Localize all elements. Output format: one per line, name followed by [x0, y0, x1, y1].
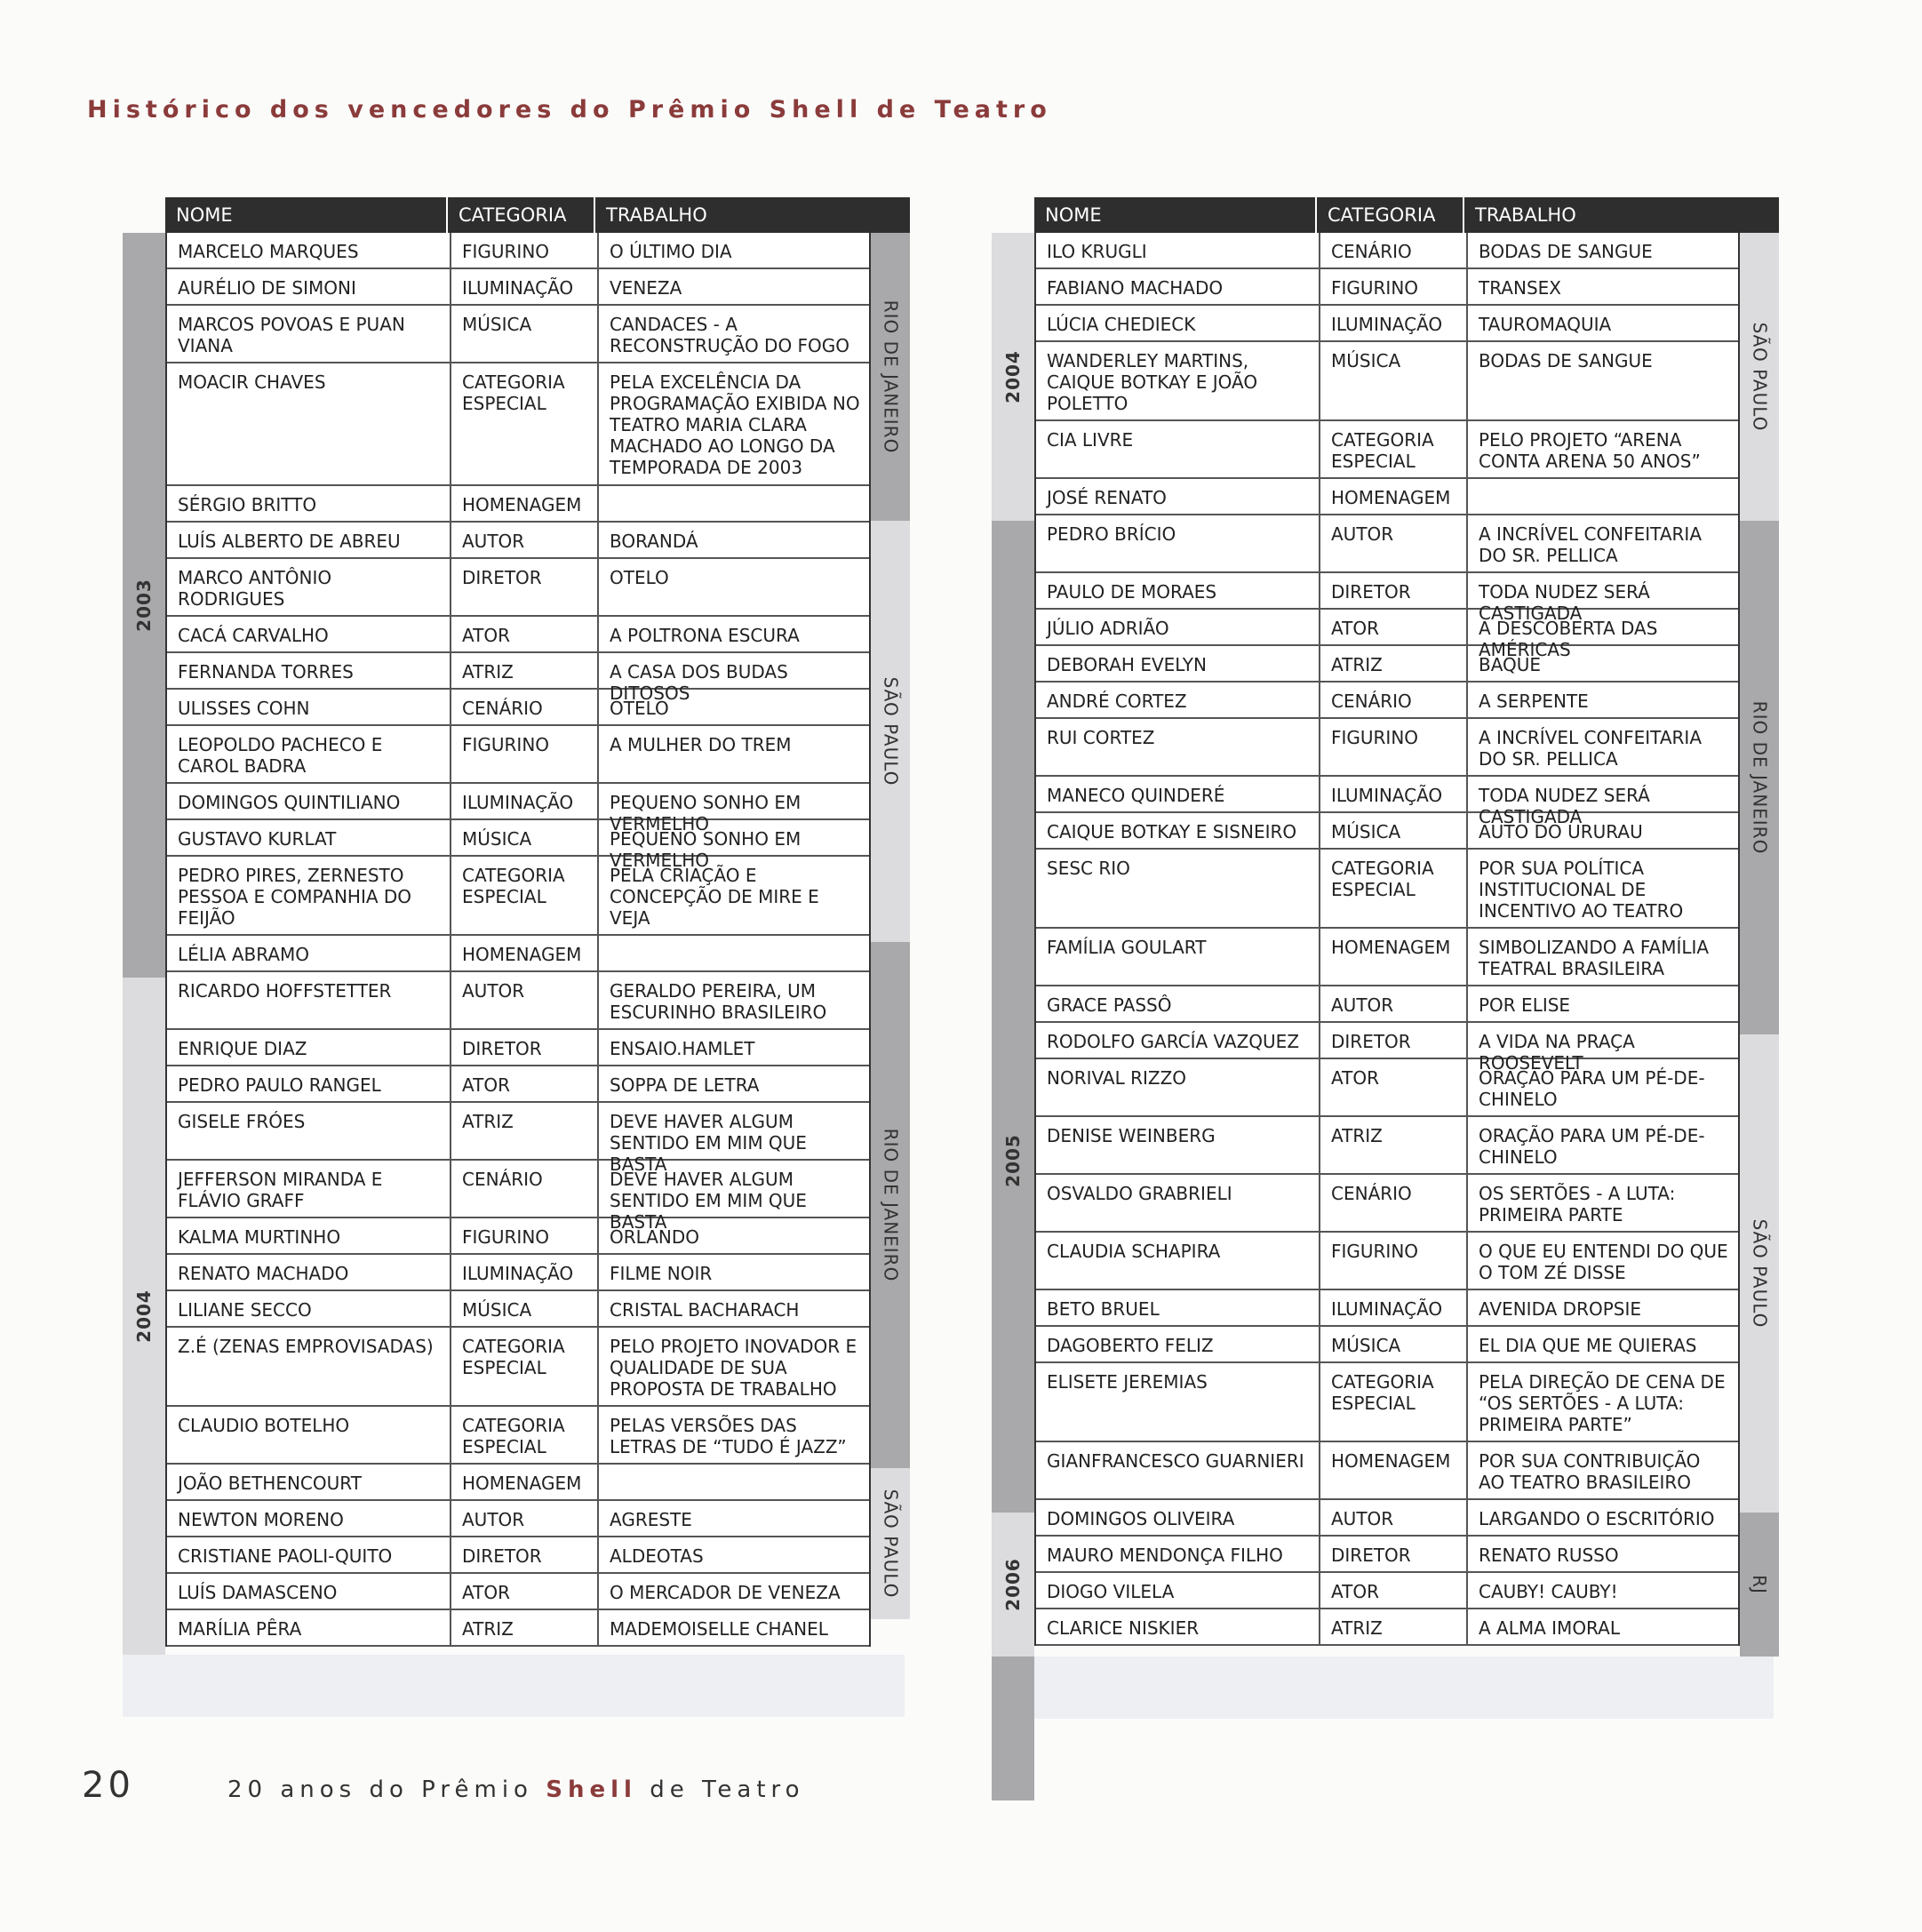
cell-categoria: ATRIZ [450, 1610, 597, 1645]
cell-nome: FABIANO MACHADO [1047, 277, 1224, 299]
cell-categoria: CATEGORIA ESPECIAL [450, 1328, 597, 1405]
table-row [167, 486, 869, 523]
cell-trabalho: LARGANDO O ESCRITÓRIO [1466, 1500, 1738, 1535]
cell-nome: JEFFERSON MIRANDA E FLÁVIO GRAFF [178, 1169, 383, 1211]
cell-nome: MAURO MENDONÇA FILHO [1047, 1545, 1283, 1566]
right-table-shadow [992, 1657, 1774, 1719]
cell-categoria: FIGURINO [450, 726, 597, 782]
cell-categoria: FIGURINO [1319, 719, 1466, 775]
cell-nome: KALMA MURTINHO [178, 1226, 341, 1248]
cell-trabalho [597, 1465, 869, 1499]
cell-categoria: ILUMINAÇÃO [450, 784, 597, 818]
table-row [167, 306, 869, 363]
footer-brand: Shell [546, 1776, 637, 1803]
table-row [167, 1218, 869, 1255]
cell-nome: RENATO MACHADO [178, 1263, 349, 1284]
table-row [167, 690, 869, 726]
cell-trabalho: O QUE EU ENTENDI DO QUE O TOM ZÉ DISSE [1466, 1233, 1738, 1289]
cell-categoria: CENÁRIO [1319, 683, 1466, 717]
cell-categoria: MÚSICA [450, 306, 597, 362]
cell-nome: RICARDO HOFFSTETTER [178, 980, 392, 1002]
year-label: 2004 [1002, 350, 1025, 403]
cell-nome: CIA LIVRE [1047, 429, 1134, 451]
cell-trabalho: ORAÇÃO PARA UM PÉ-DE-CHINELO [1466, 1059, 1738, 1115]
cell-nome: RODOLFO GARCÍA VAZQUEZ [1047, 1031, 1300, 1052]
table-row [1036, 683, 1738, 719]
table-row [167, 726, 869, 784]
cell-nome: RUI CORTEZ [1047, 727, 1155, 748]
region-rio-de-janeiro [871, 233, 910, 521]
cell-trabalho: PELAS VERSÕES DAS LETRAS DE “TUDO É JAZZ” [597, 1407, 869, 1463]
right-table-body [1034, 233, 1740, 1646]
region-sao-paulo [871, 521, 910, 942]
cell-trabalho: CANDACES - A RECONSTRUÇÃO DO FOGO [597, 306, 869, 362]
cell-trabalho: PELO PROJETO “ARENA CONTA ARENA 50 ANOS” [1466, 421, 1738, 477]
cell-nome: MOACIR CHAVES [178, 371, 326, 393]
table-row [1036, 1327, 1738, 1363]
region-sao-paulo [1740, 1034, 1779, 1513]
table-row [167, 972, 869, 1030]
table-row [167, 1465, 869, 1501]
cell-categoria: FIGURINO [1319, 269, 1466, 304]
cell-categoria: MÚSICA [450, 820, 597, 855]
cell-nome: GRACE PASSÔ [1047, 994, 1172, 1016]
cell-nome: NORIVAL RIZZO [1047, 1067, 1187, 1089]
cell-nome: CAIQUE BOTKAY E SISNEIRO [1047, 821, 1297, 842]
table-row [1036, 646, 1738, 683]
header-trabalho: TRABALHO [606, 204, 707, 226]
cell-nome: MARCELO MARQUES [178, 241, 359, 262]
region-label: SÃO PAULO [880, 676, 901, 786]
table-row [1036, 573, 1738, 624]
page-footer [82, 1765, 805, 1809]
cell-trabalho: BAQUE [1466, 646, 1738, 681]
cell-nome: DAGOBERTO FELIZ [1047, 1335, 1214, 1356]
cell-nome: ILO KRUGLI [1047, 241, 1147, 262]
cell-nome: LÚCIA CHEDIECK [1047, 314, 1196, 335]
cell-nome: MARCO ANTÔNIO RODRIGUES [178, 567, 332, 610]
cell-categoria: DIRETOR [450, 559, 597, 615]
table-row [167, 1103, 869, 1175]
cell-categoria: AUTOR [1319, 1500, 1466, 1535]
table-row [1036, 342, 1738, 421]
cell-trabalho: OS SERTÕES - A LUTA: PRIMEIRA PARTE [1466, 1175, 1738, 1231]
cell-trabalho: AUTO DO URURAU [1466, 813, 1738, 848]
table-row [167, 617, 869, 653]
cell-trabalho: A DESCOBERTA DAS AMÉRICAS [1466, 610, 1738, 644]
cell-trabalho: OTELO [597, 559, 869, 615]
table-row [167, 1610, 869, 1647]
right-table [992, 197, 1779, 1657]
cell-trabalho: ENSAIO.HAMLET [597, 1030, 869, 1065]
cell-categoria: AUTOR [450, 972, 597, 1028]
cell-trabalho: POR ELISE [1466, 986, 1738, 1021]
table-row [167, 233, 869, 269]
table-row [1036, 1023, 1738, 1074]
cell-trabalho: AVENIDA DROPSIE [1466, 1290, 1738, 1325]
cell-categoria: ILUMINAÇÃO [1319, 306, 1466, 340]
cell-nome: ENRIQUE DIAZ [178, 1038, 307, 1059]
year-segment-2004 [992, 233, 1034, 521]
region-label: RJ [1748, 1575, 1770, 1594]
cell-categoria: CATEGORIA ESPECIAL [1319, 850, 1466, 927]
cell-categoria: DIRETOR [1319, 1537, 1466, 1571]
cell-trabalho: TODA NUDEZ SERÁ CASTIGADA [1466, 573, 1738, 608]
region-label: SÃO PAULO [1749, 322, 1770, 432]
cell-nome: MANECO QUINDERÉ [1047, 785, 1225, 806]
region-label: SÃO PAULO [1749, 1218, 1770, 1329]
cell-nome: AURÉLIO DE SIMONI [178, 277, 356, 299]
cell-nome: DOMINGOS OLIVEIRA [1047, 1508, 1235, 1529]
table-row [1036, 1537, 1738, 1573]
cell-nome: PEDRO PIRES, ZERNESTO PESSOA E COMPANHIA DO FEIJÃO [178, 865, 412, 929]
cell-trabalho: A ALMA IMORAL [1466, 1609, 1738, 1644]
table-row [1036, 269, 1738, 306]
table-row [167, 1291, 869, 1328]
cell-nome: LEOPOLDO PACHECO E CAROL BADRA [178, 734, 383, 777]
cell-categoria: ILUMINAÇÃO [1319, 1290, 1466, 1325]
left-year-strip [123, 233, 165, 1655]
cell-categoria: AUTOR [1319, 986, 1466, 1021]
table-row [167, 820, 869, 871]
cell-categoria: ILUMINAÇÃO [1319, 777, 1466, 811]
cell-trabalho: A SERPENTE [1466, 683, 1738, 717]
cell-categoria: CATEGORIA ESPECIAL [450, 857, 597, 934]
table-row [1036, 1573, 1738, 1609]
cell-nome: DEBORAH EVELYN [1047, 654, 1207, 675]
cell-trabalho: O ÚLTIMO DIA [597, 233, 869, 267]
cell-nome: GISELE FRÓES [178, 1111, 306, 1132]
footer-text-before: 20 anos do Prêmio [227, 1776, 533, 1803]
cell-trabalho: ORAÇÃO PARA UM PÉ-DE-CHINELO [1466, 1117, 1738, 1173]
cell-nome: MARÍLIA PÊRA [178, 1618, 302, 1640]
cell-nome: JOSÉ RENATO [1047, 487, 1167, 508]
cell-categoria: DIRETOR [450, 1030, 597, 1065]
cell-trabalho: PEQUENO SONHO EM VERMELHO [597, 820, 869, 855]
cell-categoria: FIGURINO [1319, 1233, 1466, 1289]
cell-categoria: ATOR [1319, 1573, 1466, 1608]
region-rio-de-janeiro [871, 942, 910, 1468]
cell-nome: MARCOS POVOAS E PUAN VIANA [178, 314, 405, 356]
year-label: 2003 [133, 579, 156, 632]
table-row [167, 1407, 869, 1465]
table-row [1036, 1500, 1738, 1537]
page-heading: Histórico dos vencedores do Prêmio Shell de Teatro [87, 96, 1052, 124]
cell-trabalho: A INCRÍVEL CONFEITARIA DO SR. PELLICA [1466, 719, 1738, 775]
cell-trabalho: FILME NOIR [597, 1255, 869, 1289]
cell-trabalho: RENATO RUSSO [1466, 1537, 1738, 1571]
table-row [1036, 1233, 1738, 1290]
table-row [167, 1328, 869, 1407]
left-table-header [165, 197, 910, 233]
header-nome: NOME [1034, 197, 1317, 233]
cell-categoria: HOMENAGEM [450, 486, 597, 521]
cell-trabalho: SOPPA DE LETRA [597, 1066, 869, 1101]
cell-nome: DOMINGOS QUINTILIANO [178, 792, 401, 813]
cell-trabalho: BODAS DE SANGUE [1466, 233, 1738, 267]
region-label: RIO DE JANEIRO [880, 1128, 901, 1282]
cell-trabalho: A POLTRONA ESCURA [597, 617, 869, 651]
cell-categoria: ILUMINAÇÃO [450, 1255, 597, 1289]
region-sao-paulo [1740, 233, 1779, 521]
year-label: 2005 [1002, 1134, 1025, 1187]
cell-nome: FAMÍLIA GOULART [1047, 937, 1207, 958]
table-row [1036, 515, 1738, 573]
cell-trabalho: PEQUENO SONHO EM VERMELHO [597, 784, 869, 818]
cell-categoria: ATOR [450, 617, 597, 651]
cell-nome: CRISTIANE PAOLI-QUITO [178, 1545, 393, 1567]
cell-categoria: ATRIZ [450, 653, 597, 688]
cell-nome: PEDRO BRÍCIO [1047, 523, 1176, 545]
table-row [167, 1537, 869, 1574]
header-categoria: CATEGORIA [1317, 197, 1464, 233]
cell-nome: DIOGO VILELA [1047, 1581, 1175, 1602]
cell-trabalho: TRANSEX [1466, 269, 1738, 304]
cell-nome: ULISSES COHN [178, 698, 310, 719]
cell-nome: CLAUDIO BOTELHO [178, 1415, 350, 1436]
cell-trabalho: CRISTAL BACHARACH [597, 1291, 869, 1326]
cell-trabalho [597, 936, 869, 970]
header-categoria: CATEGORIA [448, 197, 595, 233]
cell-categoria: DIRETOR [450, 1537, 597, 1572]
table-row [167, 653, 869, 704]
cell-trabalho: PELO PROJETO INOVADOR E QUALIDADE DE SUA PROPOSTA DE TRABALHO [597, 1328, 869, 1405]
table-row [1036, 1117, 1738, 1175]
cell-categoria: ATRIZ [1319, 646, 1466, 681]
cell-trabalho: POR SUA POLÍTICA INSTITUCIONAL DE INCENTIVO AO TEATRO [1466, 850, 1738, 927]
cell-nome: CACÁ CARVALHO [178, 625, 329, 646]
cell-trabalho: VENEZA [597, 269, 869, 304]
cell-categoria: DIRETOR [1319, 1023, 1466, 1058]
region-rj [1740, 1513, 1779, 1657]
cell-trabalho: TODA NUDEZ SERÁ CASTIGADA [1466, 777, 1738, 811]
page-number: 20 [82, 1765, 134, 1806]
cell-categoria: ATRIZ [1319, 1117, 1466, 1173]
table-row [1036, 610, 1738, 660]
cell-categoria: CENÁRIO [1319, 233, 1466, 267]
cell-nome: ANDRÉ CORTEZ [1047, 691, 1187, 712]
cell-categoria: CENÁRIO [450, 1161, 597, 1217]
cell-nome: FERNANDA TORRES [178, 661, 354, 683]
region-rio-de-janeiro [1740, 521, 1779, 1034]
cell-categoria: ATOR [1319, 610, 1466, 644]
cell-trabalho: OTELO [597, 690, 869, 724]
table-row [1036, 719, 1738, 777]
cell-nome: OSVALDO GRABRIELI [1047, 1183, 1232, 1204]
cell-categoria: CATEGORIA ESPECIAL [450, 363, 597, 484]
cell-trabalho: EL DIA QUE ME QUIERAS [1466, 1327, 1738, 1361]
cell-trabalho: AGRESTE [597, 1501, 869, 1536]
table-row [1036, 1059, 1738, 1117]
year-segment-2006 [992, 1513, 1034, 1657]
cell-categoria: FIGURINO [450, 1218, 597, 1253]
cell-trabalho: DEVE HAVER ALGUM SENTIDO EM MIM QUE BASTA [597, 1103, 869, 1159]
table-row [167, 559, 869, 617]
cell-trabalho [597, 486, 869, 521]
cell-categoria: ATOR [450, 1574, 597, 1609]
cell-categoria: AUTOR [1319, 515, 1466, 571]
cell-categoria: AUTOR [450, 1501, 597, 1536]
table-row [1036, 1290, 1738, 1327]
cell-categoria: ATOR [450, 1066, 597, 1101]
right-table-header [1034, 197, 1779, 233]
table-row [1036, 1609, 1738, 1646]
cell-categoria: HOMENAGEM [450, 936, 597, 970]
footer-text-after: de Teatro [650, 1776, 805, 1803]
year-segment-2004 [123, 978, 165, 1655]
cell-nome: SÉRGIO BRITTO [178, 494, 317, 515]
cell-trabalho: A INCRÍVEL CONFEITARIA DO SR. PELLICA [1466, 515, 1738, 571]
cell-trabalho: DEVE HAVER ALGUM SENTIDO EM MIM QUE BASTA [597, 1161, 869, 1217]
table-row [1036, 479, 1738, 515]
region-label: SÃO PAULO [880, 1489, 901, 1599]
cell-categoria: HOMENAGEM [1319, 929, 1466, 985]
cell-trabalho: BODAS DE SANGUE [1466, 342, 1738, 419]
cell-categoria: ATRIZ [1319, 1609, 1466, 1644]
region-label: RIO DE JANEIRO [1749, 700, 1770, 855]
cell-trabalho: BORANDÁ [597, 523, 869, 557]
cell-trabalho: POR SUA CONTRIBUIÇÃO AO TEATRO BRASILEIRO [1466, 1442, 1738, 1498]
cell-trabalho: PELA CRIAÇÃO E CONCEPÇÃO DE MIRE E VEJA [597, 857, 869, 934]
cell-trabalho: A VIDA NA PRAÇA ROOSEVELT [1466, 1023, 1738, 1058]
cell-trabalho: TAUROMAQUIA [1466, 306, 1738, 340]
table-row [1036, 233, 1738, 269]
cell-nome: ELISETE JEREMIAS [1047, 1371, 1208, 1393]
cell-categoria: CATEGORIA ESPECIAL [1319, 1363, 1466, 1441]
cell-trabalho: ALDEOTAS [597, 1537, 869, 1572]
cell-trabalho: PELA DIREÇÃO DE CENA DE “OS SERTÕES - A LUTA: PRIMEIRA PARTE” [1466, 1363, 1738, 1441]
table-row [1036, 306, 1738, 342]
cell-categoria: ILUMINAÇÃO [450, 269, 597, 304]
cell-nome: LÉLIA ABRAMO [178, 944, 310, 965]
table-row [1036, 986, 1738, 1023]
cell-nome: PEDRO PAULO RANGEL [178, 1074, 381, 1096]
cell-nome: JÚLIO ADRIÃO [1047, 618, 1169, 639]
cell-categoria: HOMENAGEM [1319, 1442, 1466, 1498]
cell-categoria: AUTOR [450, 523, 597, 557]
cell-categoria: ATRIZ [450, 1103, 597, 1159]
table-row [1036, 1175, 1738, 1233]
cell-nome: CLAUDIA SCHAPIRA [1047, 1241, 1221, 1262]
cell-trabalho: O MERCADOR DE VENEZA [597, 1574, 869, 1609]
table-row [167, 523, 869, 559]
right-year-strip [992, 233, 1034, 1657]
left-table-shadow [123, 1655, 905, 1717]
table-row [167, 1030, 869, 1066]
table-row [167, 1574, 869, 1610]
cell-trabalho [1466, 479, 1738, 514]
cell-trabalho: MADEMOISELLE CHANEL [597, 1610, 869, 1645]
region-sao-paulo [871, 1468, 910, 1619]
cell-categoria: MÚSICA [1319, 342, 1466, 419]
table-row [167, 857, 869, 936]
header-trabalho: TRABALHO [1475, 204, 1576, 226]
cell-categoria: HOMENAGEM [450, 1465, 597, 1499]
table-row [167, 936, 869, 972]
table-row [167, 1066, 869, 1103]
cell-trabalho: GERALDO PEREIRA, UM ESCURINHO BRASILEIRO [597, 972, 869, 1028]
cell-categoria: FIGURINO [450, 233, 597, 267]
cell-nome: WANDERLEY MARTINS, CAIQUE BOTKAY E JOÃO POLETTO [1047, 350, 1258, 414]
cell-nome: DENISE WEINBERG [1047, 1125, 1216, 1146]
cell-categoria: MÚSICA [450, 1291, 597, 1326]
left-table [123, 197, 910, 1655]
cell-trabalho: A MULHER DO TREM [597, 726, 869, 782]
header-nome: NOME [165, 197, 448, 233]
table-row [1036, 1363, 1738, 1442]
cell-nome: NEWTON MORENO [178, 1509, 344, 1530]
cell-categoria: CATEGORIA ESPECIAL [450, 1407, 597, 1463]
cell-nome: CLARICE NISKIER [1047, 1617, 1200, 1639]
table-row [1036, 777, 1738, 827]
footer-title [227, 1776, 805, 1803]
cell-categoria: CENÁRIO [450, 690, 597, 724]
cell-nome: Z.É (ZENAS EMPROVISADAS) [178, 1336, 434, 1357]
cell-nome: PAULO DE MORAES [1047, 581, 1217, 603]
year-segment-2003 [123, 233, 165, 978]
cell-trabalho: ORLANDO [597, 1218, 869, 1253]
table-row [1036, 850, 1738, 929]
year-label: 2004 [133, 1289, 156, 1343]
table-row [1036, 813, 1738, 850]
cell-trabalho: A CASA DOS BUDAS DITOSOS [597, 653, 869, 688]
cell-trabalho: SIMBOLIZANDO A FAMÍLIA TEATRAL BRASILEIRA [1466, 929, 1738, 985]
year-label: 2006 [1002, 1558, 1025, 1611]
cell-categoria: MÚSICA [1319, 1327, 1466, 1361]
left-table-body [165, 233, 871, 1647]
cell-nome: GIANFRANCESCO GUARNIERI [1047, 1450, 1304, 1472]
cell-nome: BETO BRUEL [1047, 1298, 1160, 1320]
cell-trabalho: CAUBY! CAUBY! [1466, 1573, 1738, 1608]
table-row [167, 269, 869, 306]
table-row [167, 1255, 869, 1291]
table-row [167, 784, 869, 834]
cell-categoria: CENÁRIO [1319, 1175, 1466, 1231]
cell-nome: SESC RIO [1047, 858, 1130, 879]
cell-nome: JOÃO BETHENCOURT [178, 1473, 362, 1494]
table-row [1036, 929, 1738, 986]
cell-nome: LILIANE SECCO [178, 1299, 312, 1321]
table-row [167, 1501, 869, 1537]
cell-categoria: CATEGORIA ESPECIAL [1319, 421, 1466, 477]
cell-nome: LUÍS DAMASCENO [178, 1582, 338, 1603]
table-row [167, 363, 869, 486]
cell-nome: GUSTAVO KURLAT [178, 828, 337, 850]
region-label: RIO DE JANEIRO [880, 299, 901, 454]
cell-nome: LUÍS ALBERTO DE ABREU [178, 531, 401, 552]
table-row [167, 1161, 869, 1233]
table-row [1036, 421, 1738, 479]
cell-categoria: DIRETOR [1319, 573, 1466, 608]
cell-categoria: HOMENAGEM [1319, 479, 1466, 514]
cell-categoria: ATOR [1319, 1059, 1466, 1115]
cell-trabalho: PELA EXCELÊNCIA DA PROGRAMAÇÃO EXIBIDA NO TEATRO MARIA CLARA MACHADO AO LONGO DA TEMPORADA DE 2003 [597, 363, 869, 484]
cell-categoria: MÚSICA [1319, 813, 1466, 848]
table-row [1036, 1442, 1738, 1500]
